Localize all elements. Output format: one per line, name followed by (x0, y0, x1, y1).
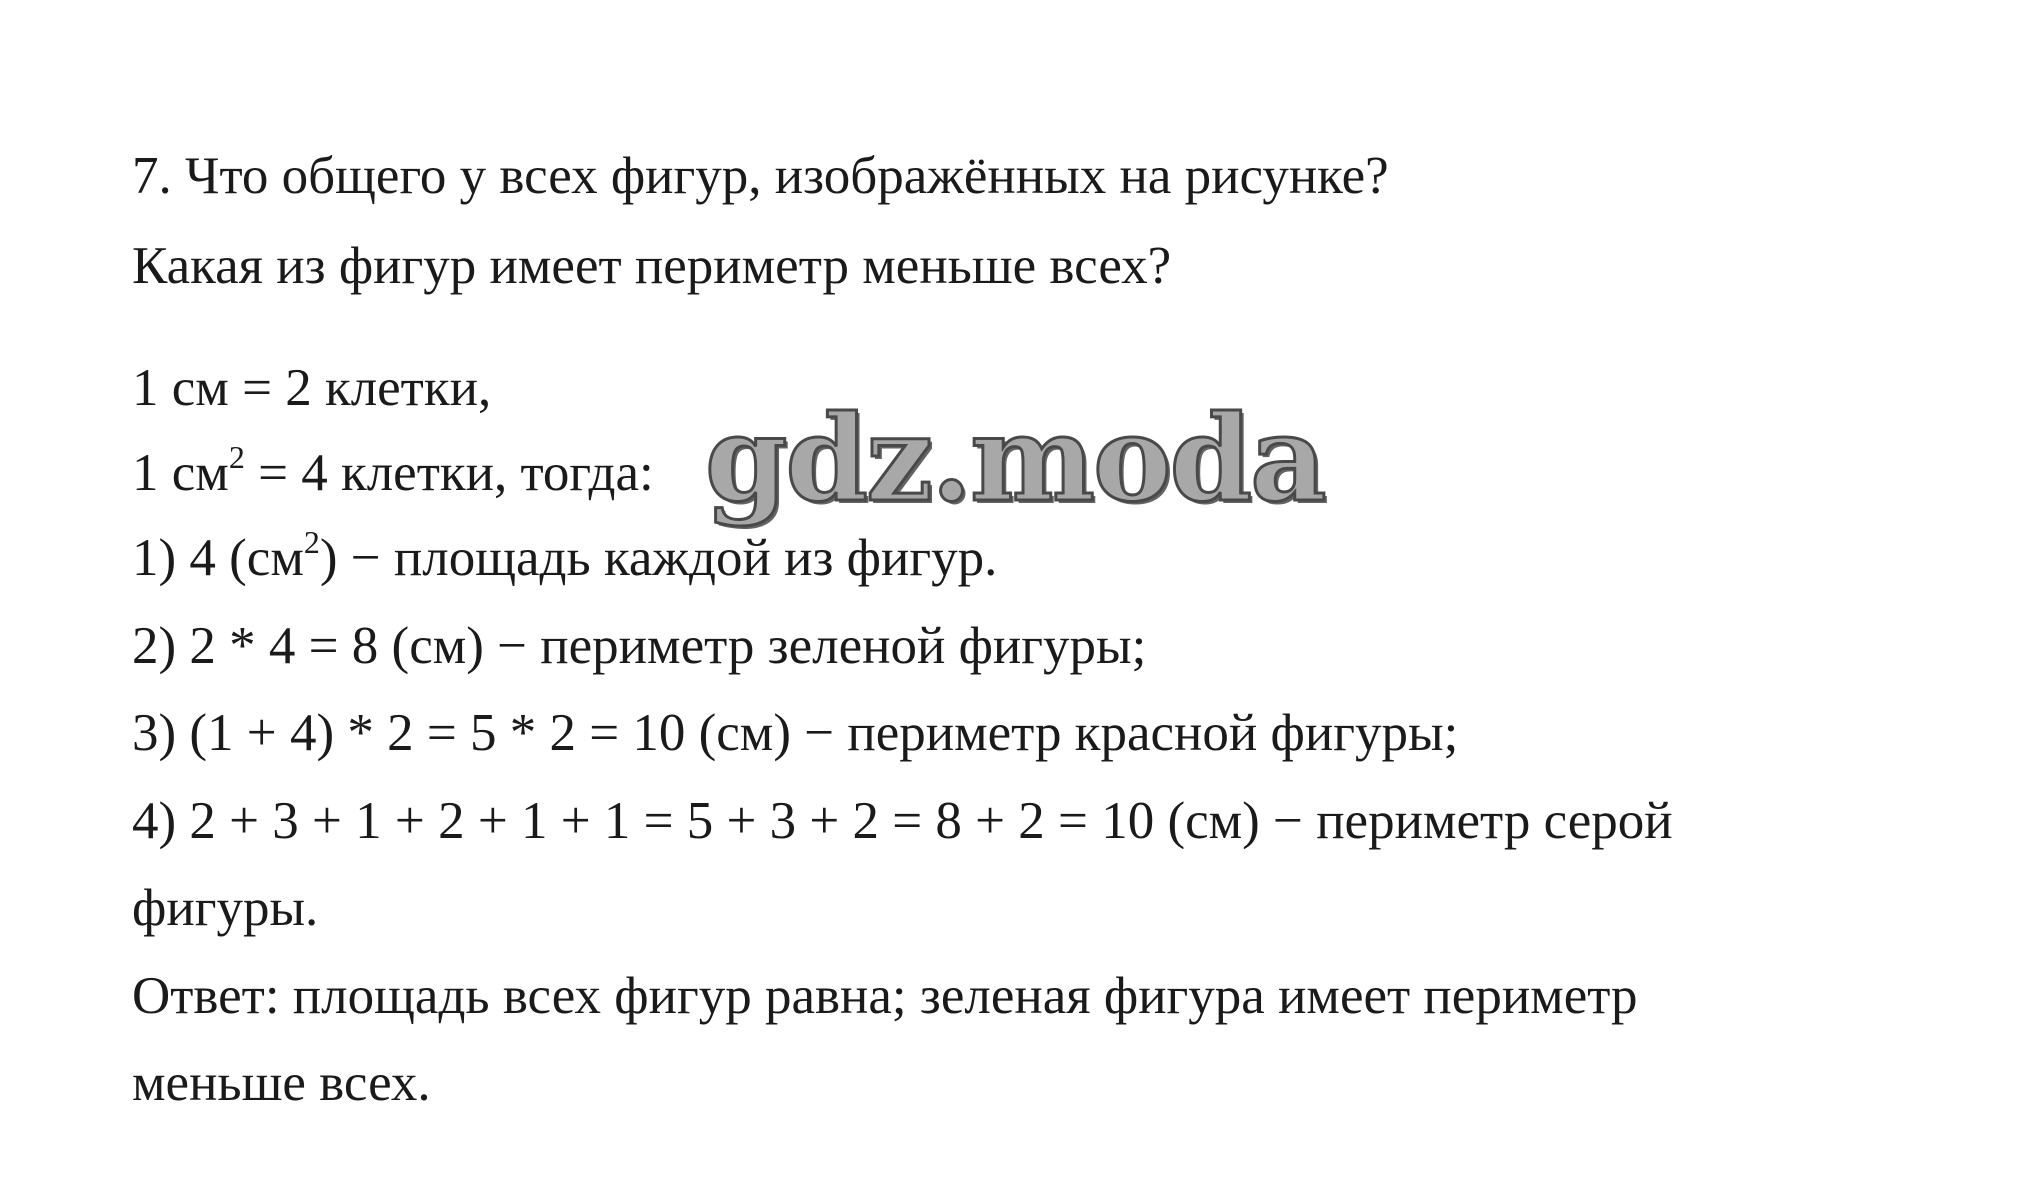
step-1-end: ) − площадь каждой из фигур. (319, 529, 998, 587)
step-1-start: 1) 4 (см (132, 529, 304, 587)
answer-line-2: меньше всех. (132, 1054, 431, 1112)
scale-line-2-start: 1 см (132, 444, 229, 502)
scale-line-1: 1 см = 2 клетки, (132, 359, 492, 417)
step-3: 3) (1 + 4) * 2 = 5 * 2 = 10 (см) − периметр красной фигуры; (132, 704, 1459, 762)
answer-line-1: Ответ: площадь всех фигур равна; зеленая фигура имеет периметр (132, 967, 1638, 1025)
step-4-line-2: фигуры. (132, 879, 319, 937)
step-1-exponent: 2 (303, 524, 320, 560)
scale-line-2-exponent: 2 (228, 439, 245, 475)
step-4-line-1: 4) 2 + 3 + 1 + 2 + 1 + 1 = 5 + 3 + 2 = 8 + 2 = 10 (см) − периметр серой (132, 792, 1673, 850)
step-2: 2) 2 * 4 = 8 (см) − периметр зеленой фигуры; (132, 617, 1147, 675)
step-1 (132, 524, 998, 587)
question-line-1: 7. Что общего у всех фигур, изображённых на рисунке? (132, 147, 1389, 205)
watermark-logo: gdz.moda (705, 389, 1325, 528)
question-line-2: Какая из фигур имеет периметр меньше всех? (132, 237, 1172, 295)
scale-line-2 (132, 439, 654, 502)
scale-line-2-end: = 4 клетки, тогда: (244, 444, 654, 502)
